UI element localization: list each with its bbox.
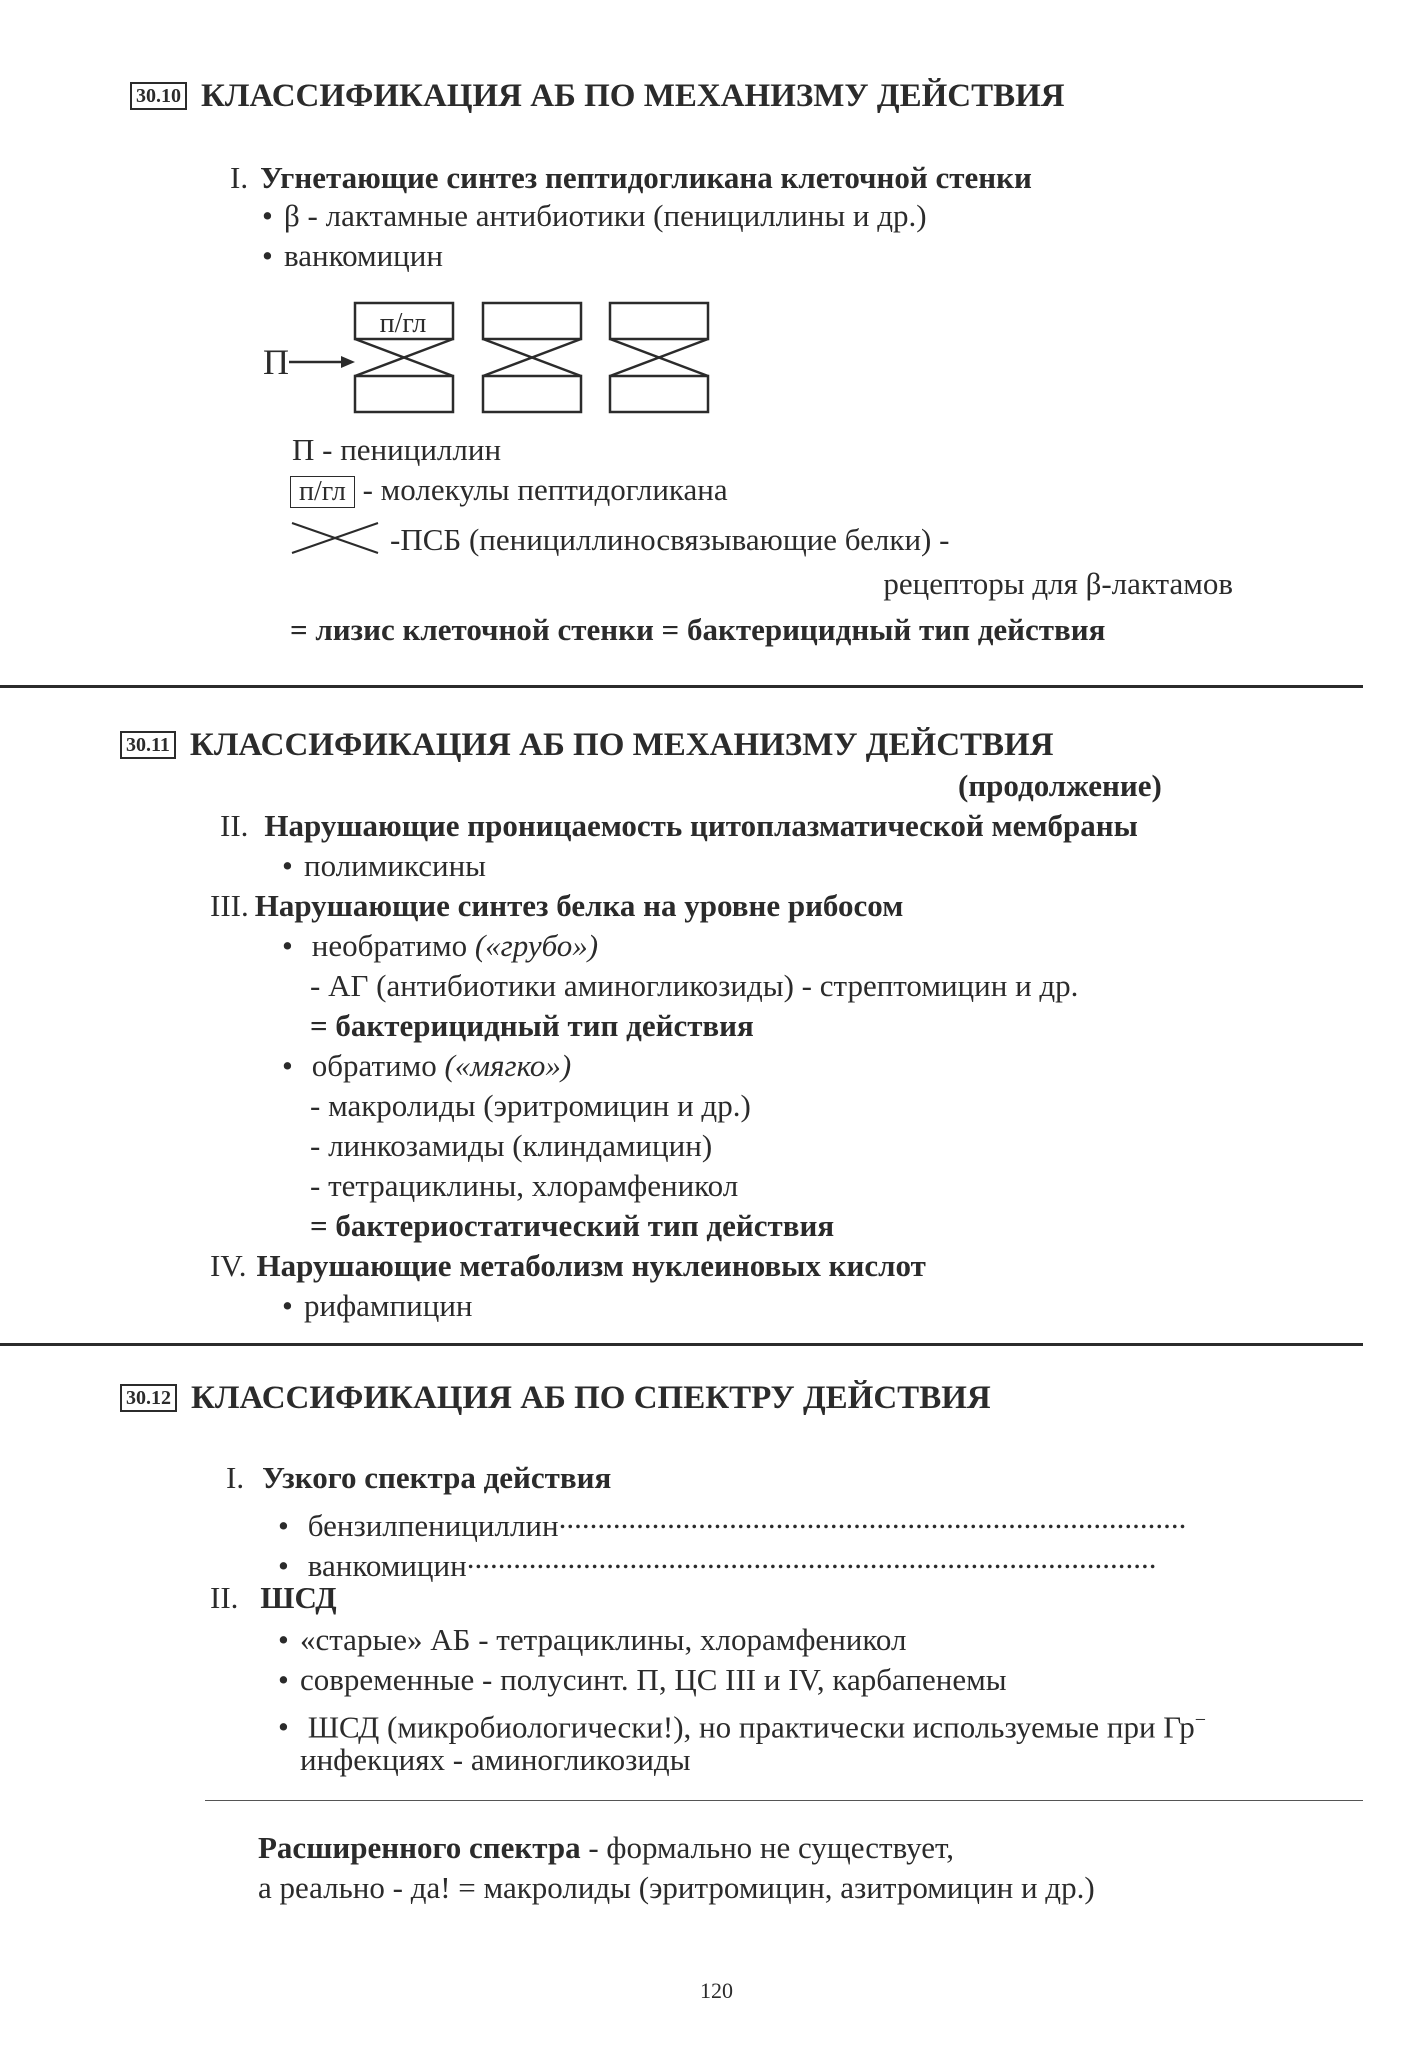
result-line: = бактерицидный тип действия — [310, 1008, 754, 1043]
group-title: Нарушающие синтез белка на уровне рибосом — [254, 888, 904, 923]
extended-spectrum-line2: а реально - да! = макролиды (эритромицин, азитромицин и др.) — [258, 1870, 1095, 1905]
list-item: • полимиксины — [282, 848, 486, 884]
irreversible-label: необратимо — [311, 928, 468, 963]
dotted-leader: ......................................................................................... — [466, 1540, 1157, 1575]
roman-label: IV. — [210, 1248, 247, 1283]
list-item: • современные - полусинт. П, ЦС III и IV, карбапенемы — [278, 1662, 1007, 1698]
section-number: 30.11 — [120, 731, 176, 759]
result-line: = бактериостатический тип действия — [310, 1208, 835, 1243]
section-30-11-heading — [120, 727, 1054, 764]
list-subitem: - макролиды (эритромицин и др.) — [310, 1088, 751, 1123]
group-ii-heading — [210, 1580, 337, 1616]
list-item: • рифампицин — [282, 1288, 473, 1324]
extended-spectrum-text: - формально не существует, — [580, 1830, 954, 1865]
legend-penicillin: П - пенициллин — [292, 432, 502, 467]
reversible-label: обратимо — [311, 1048, 437, 1083]
section-30-10-heading — [130, 78, 1065, 115]
roman-label: II. — [210, 1580, 239, 1615]
drug-name: ванкомицин — [307, 1548, 467, 1583]
drug-name: бензилпенициллин — [307, 1508, 559, 1543]
group-i-heading — [226, 1460, 611, 1496]
list-item — [278, 1500, 1318, 1544]
section-divider — [0, 1343, 1363, 1346]
group-ii-heading — [220, 808, 1138, 844]
list-item: • «старые» АБ - тетрациклины, хлорамфеникол — [278, 1622, 906, 1658]
penicillin-letter: П — [263, 342, 289, 382]
continuation-label: (продолжение) — [958, 768, 1162, 803]
section-number: 30.10 — [130, 82, 187, 110]
list-subitem: - линкозамиды (клиндамицин) — [310, 1128, 713, 1163]
group-i-heading — [230, 160, 1032, 196]
irreversible-note: («грубо») — [474, 928, 599, 963]
list-item — [278, 1540, 1308, 1584]
group-title: Узкого спектра действия — [262, 1460, 612, 1495]
thin-divider — [205, 1800, 1363, 1801]
cross-icon — [290, 518, 380, 558]
reversible-note: («мягко») — [444, 1048, 572, 1083]
peptidoglycan-diagram — [255, 298, 735, 428]
list-item — [282, 928, 598, 964]
group-iv-heading — [210, 1248, 926, 1284]
legend-peptidoglycan — [290, 472, 728, 508]
list-item-text: ШСД (микробиологически!), но практически используемые при Гр — [307, 1709, 1195, 1745]
extended-spectrum-line — [258, 1830, 954, 1866]
section-title: КЛАССИФИКАЦИЯ АБ ПО МЕХАНИЗМУ ДЕЙСТВИЯ — [189, 727, 1054, 763]
group-title: ШСД — [260, 1580, 337, 1615]
dotted-leader: ................................................................................. — [558, 1500, 1187, 1535]
legend-psb-line2: рецепторы для β-лактамов — [883, 566, 1233, 601]
list-item — [278, 1702, 1206, 1745]
section-divider — [0, 685, 1363, 688]
list-item — [282, 1048, 571, 1084]
box-label: п/гл — [379, 308, 427, 339]
group-iii-heading — [210, 888, 903, 924]
roman-label: III. — [210, 888, 249, 923]
list-subitem: - АГ (антибиотики аминогликозиды) - стрептомицин и др. — [310, 968, 1079, 1003]
legend-box-icon: п/гл — [290, 476, 355, 508]
section-title: КЛАССИФИКАЦИЯ АБ ПО МЕХАНИЗМУ ДЕЙСТВИЯ — [201, 78, 1065, 114]
extended-spectrum-label: Расширенного спектра — [258, 1830, 581, 1865]
list-subitem: - тетрациклины, хлорамфеникол — [310, 1168, 739, 1203]
section-30-12-heading — [120, 1380, 991, 1417]
group-title: Нарушающие метаболизм нуклеиновых кислот — [256, 1248, 926, 1283]
group-title: Угнетающие синтез пептидогликана клеточной стенки — [260, 160, 1032, 195]
list-item: • ванкомицин — [262, 238, 443, 274]
group-title: Нарушающие проницаемость цитоплазматической мембраны — [264, 808, 1138, 843]
legend-box-text: - молекулы пептидогликана — [362, 472, 728, 507]
section-title: КЛАССИФИКАЦИЯ АБ ПО СПЕКТРУ ДЕЙСТВИЯ — [191, 1380, 991, 1416]
list-item-continuation: инфекциях - аминогликозиды — [300, 1742, 691, 1777]
result-line: = лизис клеточной стенки = бактерицидный тип действия — [290, 612, 1106, 647]
gram-negative-sign: − — [1194, 1709, 1207, 1731]
list-item: • β - лактамные антибиотики (пенициллины и др.) — [262, 198, 927, 234]
roman-label: II. — [220, 808, 249, 843]
legend-psb: -ПСБ (пенициллиносвязывающие белки) - — [390, 522, 950, 557]
roman-label: I. — [230, 160, 249, 195]
roman-label: I. — [226, 1460, 245, 1495]
page-number: 120 — [700, 1978, 733, 2003]
section-number: 30.12 — [120, 1384, 177, 1412]
